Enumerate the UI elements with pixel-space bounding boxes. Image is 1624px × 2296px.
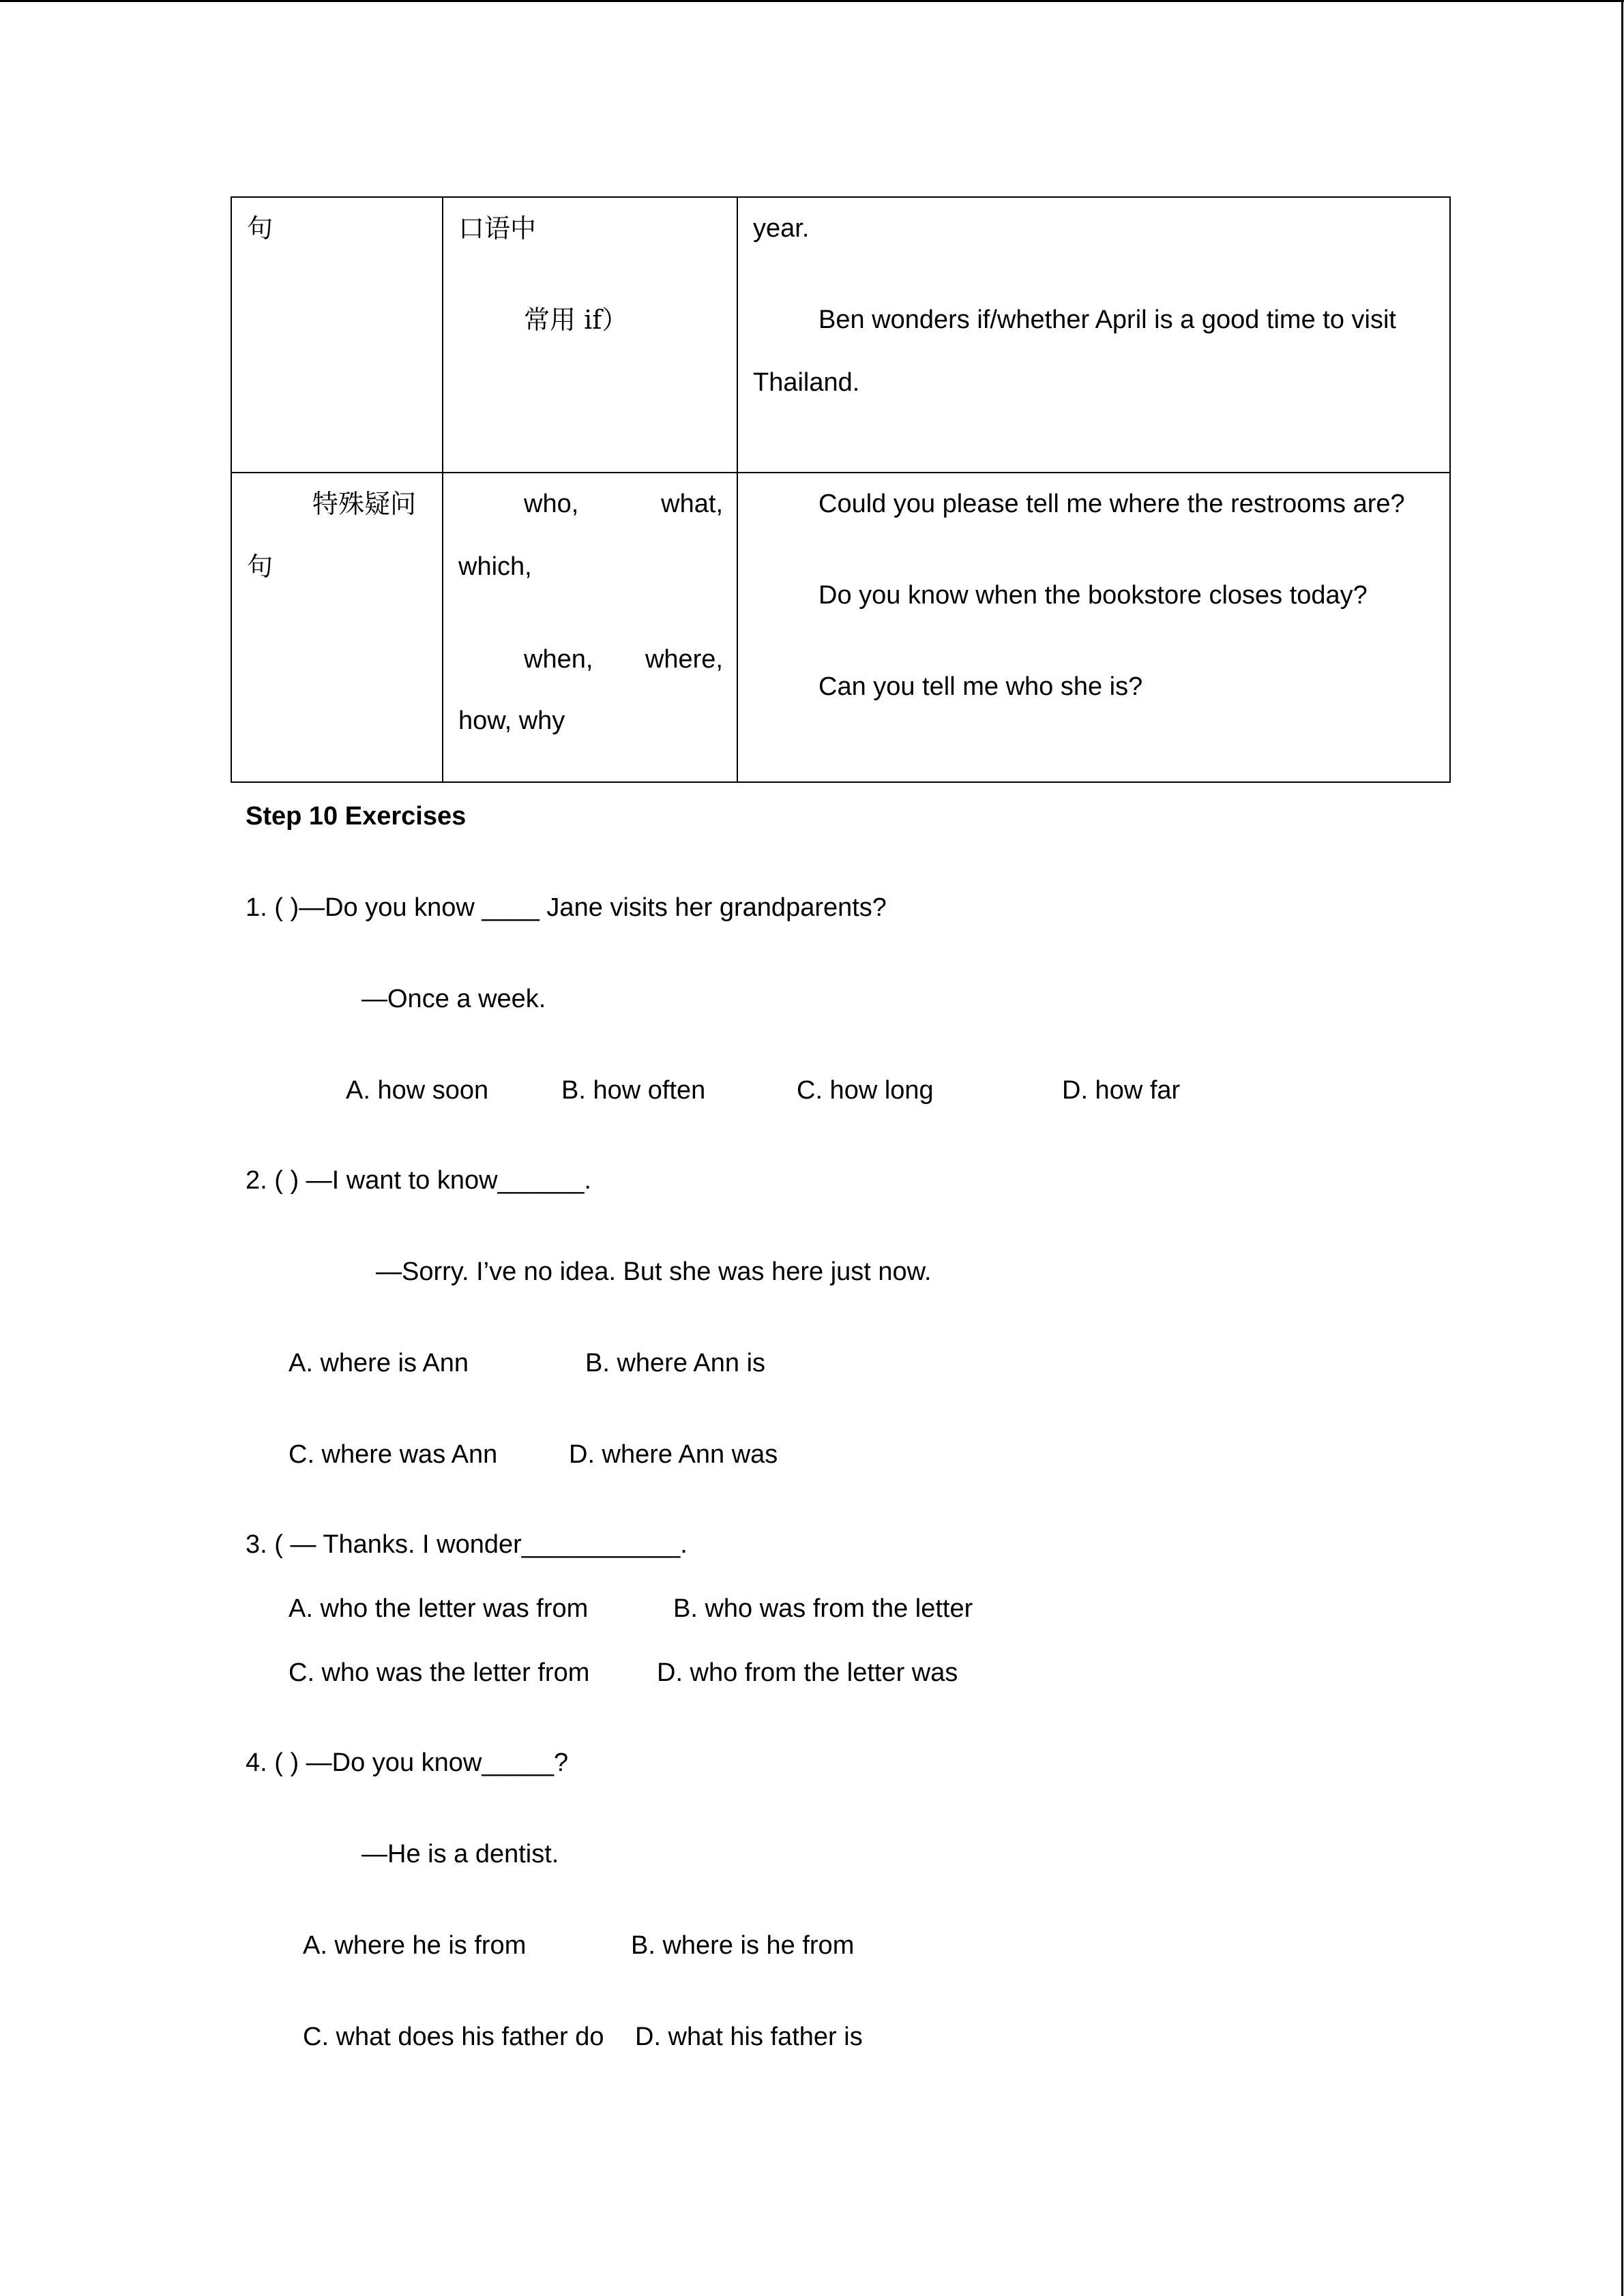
table-cell-type (231, 473, 443, 782)
question-reply: —He is a dentist. (361, 1840, 559, 1868)
question-stem: 1. ( )—Do you know ____ Jane visits her grandparents? (246, 893, 887, 922)
option: C. where was Ann (289, 1440, 498, 1469)
option: B. where is he from (631, 1931, 855, 1960)
section-heading: Step 10 Exercises (246, 802, 467, 831)
cell-text: 常用 if） (524, 305, 628, 335)
option: D. how far (1062, 1076, 1181, 1105)
grammar-table (231, 196, 1451, 783)
cell-text: what, (661, 490, 723, 518)
cell-text: which, (458, 552, 532, 581)
cell-text: Can you tell me who she is? (818, 672, 1143, 701)
option: D. where Ann was (569, 1440, 778, 1469)
option: A. who the letter was from (289, 1594, 589, 1623)
cell-text: who, (524, 490, 579, 518)
table-cell-example (737, 197, 1450, 473)
table-row (231, 197, 1450, 473)
option: A. how soon (346, 1076, 489, 1105)
cell-text: how, why (458, 706, 565, 735)
option: C. how long (797, 1076, 934, 1105)
question-stem: 2. ( ) —I want to know______. (246, 1166, 591, 1195)
option: C. who was the letter from (289, 1658, 590, 1687)
cell-text: when, (524, 645, 593, 674)
option: A. where he is from (303, 1931, 527, 1960)
question-reply: —Sorry. I’ve no idea. But she was here just now. (376, 1257, 932, 1286)
table-cell-type (231, 197, 443, 473)
cell-text: Ben wonders if/whether April is a good time to visit (818, 305, 1396, 334)
cell-text: 句 (247, 213, 274, 243)
cell-text: 句 (247, 552, 274, 582)
option: C. what does his father do (303, 2023, 604, 2051)
option: B. who was from the letter (673, 1594, 973, 1623)
option: B. how often (561, 1076, 706, 1105)
justified-line (524, 488, 723, 520)
option: B. where Ann is (585, 1349, 766, 1377)
table-row (231, 473, 1450, 782)
table-cell-connector (443, 197, 737, 473)
cell-text: 特殊疑问 (312, 489, 417, 519)
option: A. where is Ann (289, 1349, 469, 1377)
table-cell-connector (443, 473, 737, 782)
cell-text: year. (753, 214, 810, 243)
cell-text: Could you please tell me where the restrooms are? (818, 490, 1405, 518)
question-stem: 4. ( ) —Do you know_____? (246, 1748, 569, 1777)
option: D. what his father is (635, 2023, 863, 2051)
option: D. who from the letter was (657, 1658, 958, 1687)
table-cell-example (737, 473, 1450, 782)
question-stem: 3. ( — Thanks. I wonder___________. (246, 1530, 688, 1559)
justified-line (524, 644, 723, 675)
cell-text: where, (645, 645, 723, 674)
question-reply: —Once a week. (361, 985, 546, 1013)
cell-text: 口语中 (458, 213, 537, 243)
cell-text: Do you know when the bookstore closes today? (818, 581, 1368, 610)
cell-text: Thailand. (753, 368, 860, 397)
